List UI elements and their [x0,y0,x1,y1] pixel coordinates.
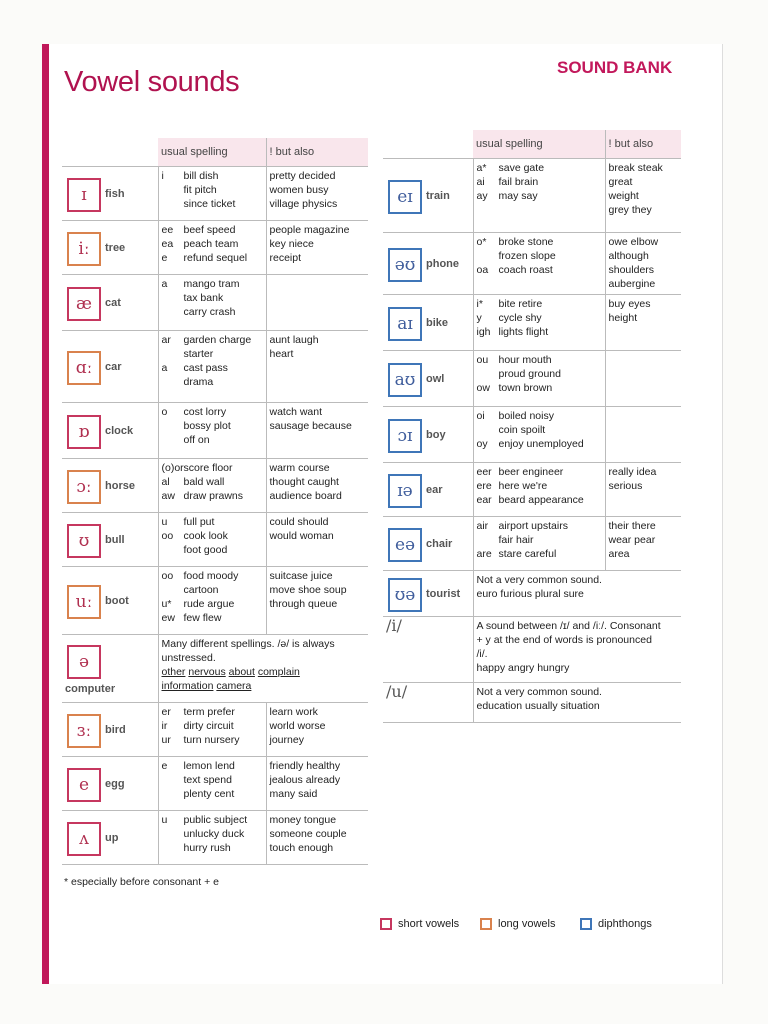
but-also-cell [266,331,368,403]
sound-word: bird [105,723,126,736]
bull-sound-picture-icon: ʊ [67,524,101,558]
left-vowel-table [62,138,368,865]
boy-sound-picture-icon: ɔɪ [388,419,422,453]
spelling-group [162,515,263,557]
sound-row-clock [62,403,368,459]
sound-word: horse [105,479,135,492]
spelling-pattern: ar a [161,334,171,374]
spelling-pattern: oo u* ew [161,570,175,624]
but-also-examples: really idea serious [608,466,657,492]
sound-row-horse [62,459,368,513]
spelling-examples: airport upstairs fair hair stare careful [498,520,568,560]
sound-row-bull [62,513,368,567]
but-also-cell [605,351,681,407]
schwa-example-word: complain [257,666,300,678]
note-cell [473,571,681,617]
usual-spelling-cell [158,703,266,757]
sound-bank-heading: SOUND BANK [557,58,673,77]
train-sound-picture-icon: eɪ [388,180,422,214]
sound-cell [62,513,158,567]
but-also-cell [266,757,368,811]
sound-word: train [426,189,450,202]
page-title: Vowel sounds [64,66,240,98]
spelling-examples: full put cook look foot good [183,516,228,556]
sound-row-chair [383,517,681,571]
sound-word: chair [426,537,453,550]
legend-label: long vowels [498,918,556,930]
spelling-pattern: u oo [161,516,174,542]
usual-spelling-cell [158,811,266,865]
sound-note: A sound between /ɪ/ and /iː/. Consonant + y at the end of words is pronounced /i/. happy angry hungry [476,620,661,674]
spelling-pattern: oi oy [476,410,488,450]
but-also-examples: break steak great weight grey they [608,162,663,216]
spelling-examples: beer engineer here we're beard appearance [498,466,584,506]
but-also-cell [266,167,368,221]
spelling-pattern: air are [476,520,492,560]
but-also-examples: pretty decided women busy village physics [269,170,338,210]
sound-word: tree [105,241,126,254]
sound-word: phone [426,257,459,270]
sound-row-car [62,331,368,403]
sound-row-bird [62,703,368,757]
but-also-cell [605,517,681,571]
spelling-group [477,235,602,277]
header-usual-spelling: usual spelling [473,130,605,159]
legend-item [380,918,459,930]
owl-sound-picture-icon: aʊ [388,363,422,397]
page-spine [42,44,49,984]
but-also-cell [266,275,368,331]
spelling-pattern: (o)or al aw [161,462,184,502]
sound-row-extra [383,683,681,723]
sound-cell [383,517,473,571]
spelling-pattern: ou ow [476,354,490,394]
legend-swatch-icon [480,918,492,930]
sound-cell [383,233,473,295]
right-vowel-table [383,130,681,723]
but-also-examples: could should would woman [269,516,334,542]
sound-row-boot [62,567,368,635]
but-also-cell [605,463,681,517]
sound-word: ear [426,483,443,496]
up-sound-picture-icon: ʌ [67,822,101,856]
sound-word: computer [65,682,116,695]
boot-sound-picture-icon: uː [67,585,101,619]
clock-sound-picture-icon: ɒ [67,415,101,449]
spelling-examples: mango tram tax bank carry crash [183,278,240,318]
usual-spelling-cell [158,757,266,811]
header-but-also: ! but also [605,130,681,159]
spelling-group [477,465,602,507]
sound-row-phone [383,233,681,295]
sound-cell [62,403,158,459]
sound-word: cat [105,296,121,309]
spelling-group [477,353,602,395]
tourist-sound-picture-icon: ʊə [388,578,422,612]
sound-row-fish [62,167,368,221]
usual-spelling-cell [158,167,266,221]
sound-cell [383,159,473,233]
but-also-cell [266,703,368,757]
header-usual-spelling: usual spelling [158,138,266,167]
sound-cell [62,635,158,703]
ipa-symbol: /u/ [383,683,473,723]
bike-sound-picture-icon: aɪ [388,307,422,341]
sound-cell [62,167,158,221]
note-cell [473,683,681,723]
spelling-pattern: i* y igh [476,298,491,338]
footnote: * especially before consonant + e [64,876,219,888]
but-also-cell [266,567,368,635]
sound-row-owl [383,351,681,407]
computer-sound-picture-icon: ə [67,645,101,679]
but-also-cell [266,459,368,513]
schwa-example-word: information [161,680,214,692]
sound-row-boy [383,407,681,463]
but-also-examples: learn work world worse journey [269,706,326,746]
usual-spelling-cell [158,331,266,403]
but-also-examples: people magazine key niece receipt [269,224,350,264]
sound-cell [383,407,473,463]
usual-spelling-cell [473,463,605,517]
sound-word: tourist [426,587,461,600]
usual-spelling-cell [473,407,605,463]
but-also-cell [605,233,681,295]
spelling-group [477,297,602,339]
but-also-cell [266,221,368,275]
sound-cell [62,567,158,635]
header-blank [62,138,158,167]
schwa-examples [162,665,366,693]
spelling-note: Many different spellings. /ə/ is always unstressed. [161,638,335,664]
spelling-examples: bill dish fit pitch since ticket [183,170,236,210]
usual-spelling-cell [158,221,266,275]
header-but-also: ! but also [266,138,368,167]
but-also-examples: warm course thought caught audience board [269,462,342,502]
but-also-examples: their there wear pear area [608,520,656,560]
but-also-cell [266,403,368,459]
spelling-note: Not a very common sound. euro furious plural sure [476,574,602,600]
legend-swatch-icon [380,918,392,930]
spelling-group [477,409,602,451]
sound-word: boot [105,594,129,607]
spelling-examples: boiled noisy coin spoilt enjoy unemployed [498,410,584,450]
sound-word: egg [105,777,125,790]
but-also-examples: owe elbow although shoulders aubergine [608,236,659,290]
spelling-group [162,813,263,855]
note-cell [473,617,681,683]
legend-swatch-icon [580,918,592,930]
ipa-symbol: /i/ [383,617,473,683]
spelling-pattern: ee ea e [161,224,174,264]
spelling-examples: term prefer dirty circuit turn nursery [183,706,240,746]
sound-cell [383,571,473,617]
spelling-pattern: er ir ur [161,706,171,746]
but-also-cell [266,513,368,567]
sound-row-extra [383,617,681,683]
sound-row-bike [383,295,681,351]
spelling-examples: beef speed peach team refund sequel [183,224,248,264]
spelling-examples: bite retire cycle shy lights flight [498,298,549,338]
usual-spelling-cell [158,567,266,635]
sound-row-tourist [383,571,681,617]
sound-word: fish [105,187,125,200]
spelling-pattern: a [161,278,168,290]
sound-word: boy [426,428,446,441]
spelling-pattern: o* oa [476,236,489,276]
usual-spelling-cell [473,517,605,571]
header-blank [383,130,473,159]
cat-sound-picture-icon: æ [67,287,101,321]
sound-cell [62,757,158,811]
spelling-examples: hour mouth proud ground town brown [498,354,561,394]
sound-row-train [383,159,681,233]
sound-word: clock [105,424,134,437]
usual-spelling-cell [473,351,605,407]
usual-spelling-cell [158,459,266,513]
spelling-examples: broke stone frozen slope coach roast [498,236,556,276]
ear-sound-picture-icon: ɪə [388,474,422,508]
spelling-pattern: i [161,170,164,182]
but-also-examples: friendly healthy jealous already many said [269,760,341,800]
spelling-examples: save gate fail brain may say [498,162,545,202]
schwa-example-word: about [228,666,255,678]
horse-sound-picture-icon: ɔː [67,470,101,504]
but-also-examples: money tongue someone couple touch enough [269,814,347,854]
but-also-examples: aunt laugh heart [269,334,319,360]
but-also-cell [266,811,368,865]
spelling-group [162,569,263,625]
sound-cell [62,703,158,757]
usual-spelling-cell [473,295,605,351]
spelling-pattern: eer ere ear [476,466,492,506]
spelling-group [477,519,602,561]
usual-spelling-cell [158,513,266,567]
usual-spelling-cell [158,275,266,331]
spelling-group [162,405,263,447]
sound-row-ear [383,463,681,517]
spelling-group [162,759,263,801]
but-also-examples: suitcase juice move shoe soup through queue [269,570,347,610]
sound-row-cat [62,275,368,331]
legend-item [480,918,555,930]
legend-label: short vowels [398,918,460,930]
but-also-examples: buy eyes height [608,298,651,324]
spelling-pattern: u [161,814,168,826]
sound-word: up [105,831,119,844]
but-also-cell [605,407,681,463]
phone-sound-picture-icon: əʊ [388,248,422,282]
sound-row-tree [62,221,368,275]
fish-sound-picture-icon: ɪ [67,178,101,212]
sound-note: Not a very common sound. education usually situation [476,686,602,712]
but-also-cell [605,295,681,351]
spelling-group [162,461,263,503]
spelling-examples: food moody cartoon rude argue few flew [183,570,239,624]
sound-cell [62,221,158,275]
spelling-group [162,333,263,389]
sound-cell [62,811,158,865]
tree-sound-picture-icon: iː [67,232,101,266]
sound-cell [62,459,158,513]
spelling-group [162,223,263,265]
sound-cell [62,331,158,403]
usual-spelling-cell [473,233,605,295]
spelling-group [162,705,263,747]
sound-row-egg [62,757,368,811]
legend-label: diphthongs [598,918,652,930]
sound-cell [383,351,473,407]
spelling-group [162,277,263,319]
sound-row-up [62,811,368,865]
spelling-group [477,161,602,203]
schwa-example-word: nervous [188,666,226,678]
sound-word: bike [426,316,449,329]
spelling-pattern: o [161,406,168,418]
but-also-examples: watch want sausage because [269,406,352,432]
spelling-examples: score floor bald wall draw prawns [183,462,244,502]
spelling-pattern: a* ai ay [476,162,488,202]
sound-cell [383,295,473,351]
bird-sound-picture-icon: ɜː [67,714,101,748]
spelling-examples: cost lorry bossy plot off on [183,406,231,446]
sound-word: owl [426,372,445,385]
usual-spelling-cell [158,403,266,459]
spelling-examples: lemon lend text spend plenty cent [183,760,235,800]
note-cell [158,635,368,703]
sound-word: car [105,360,122,373]
schwa-example-word: camera [216,680,252,692]
spelling-examples: garden charge starter cast pass drama [183,334,252,388]
egg-sound-picture-icon: e [67,768,101,802]
but-also-cell [605,159,681,233]
car-sound-picture-icon: ɑː [67,351,101,385]
spelling-group [162,169,263,211]
sound-cell [62,275,158,331]
spelling-examples: public subject unlucky duck hurry rush [183,814,248,854]
sound-cell [383,463,473,517]
sound-word: bull [105,533,125,546]
legend-item [580,918,652,930]
usual-spelling-cell [473,159,605,233]
spelling-pattern: e [161,760,168,772]
sound-row-computer [62,635,368,703]
schwa-example-word: other [161,666,186,678]
chair-sound-picture-icon: eə [388,528,422,562]
